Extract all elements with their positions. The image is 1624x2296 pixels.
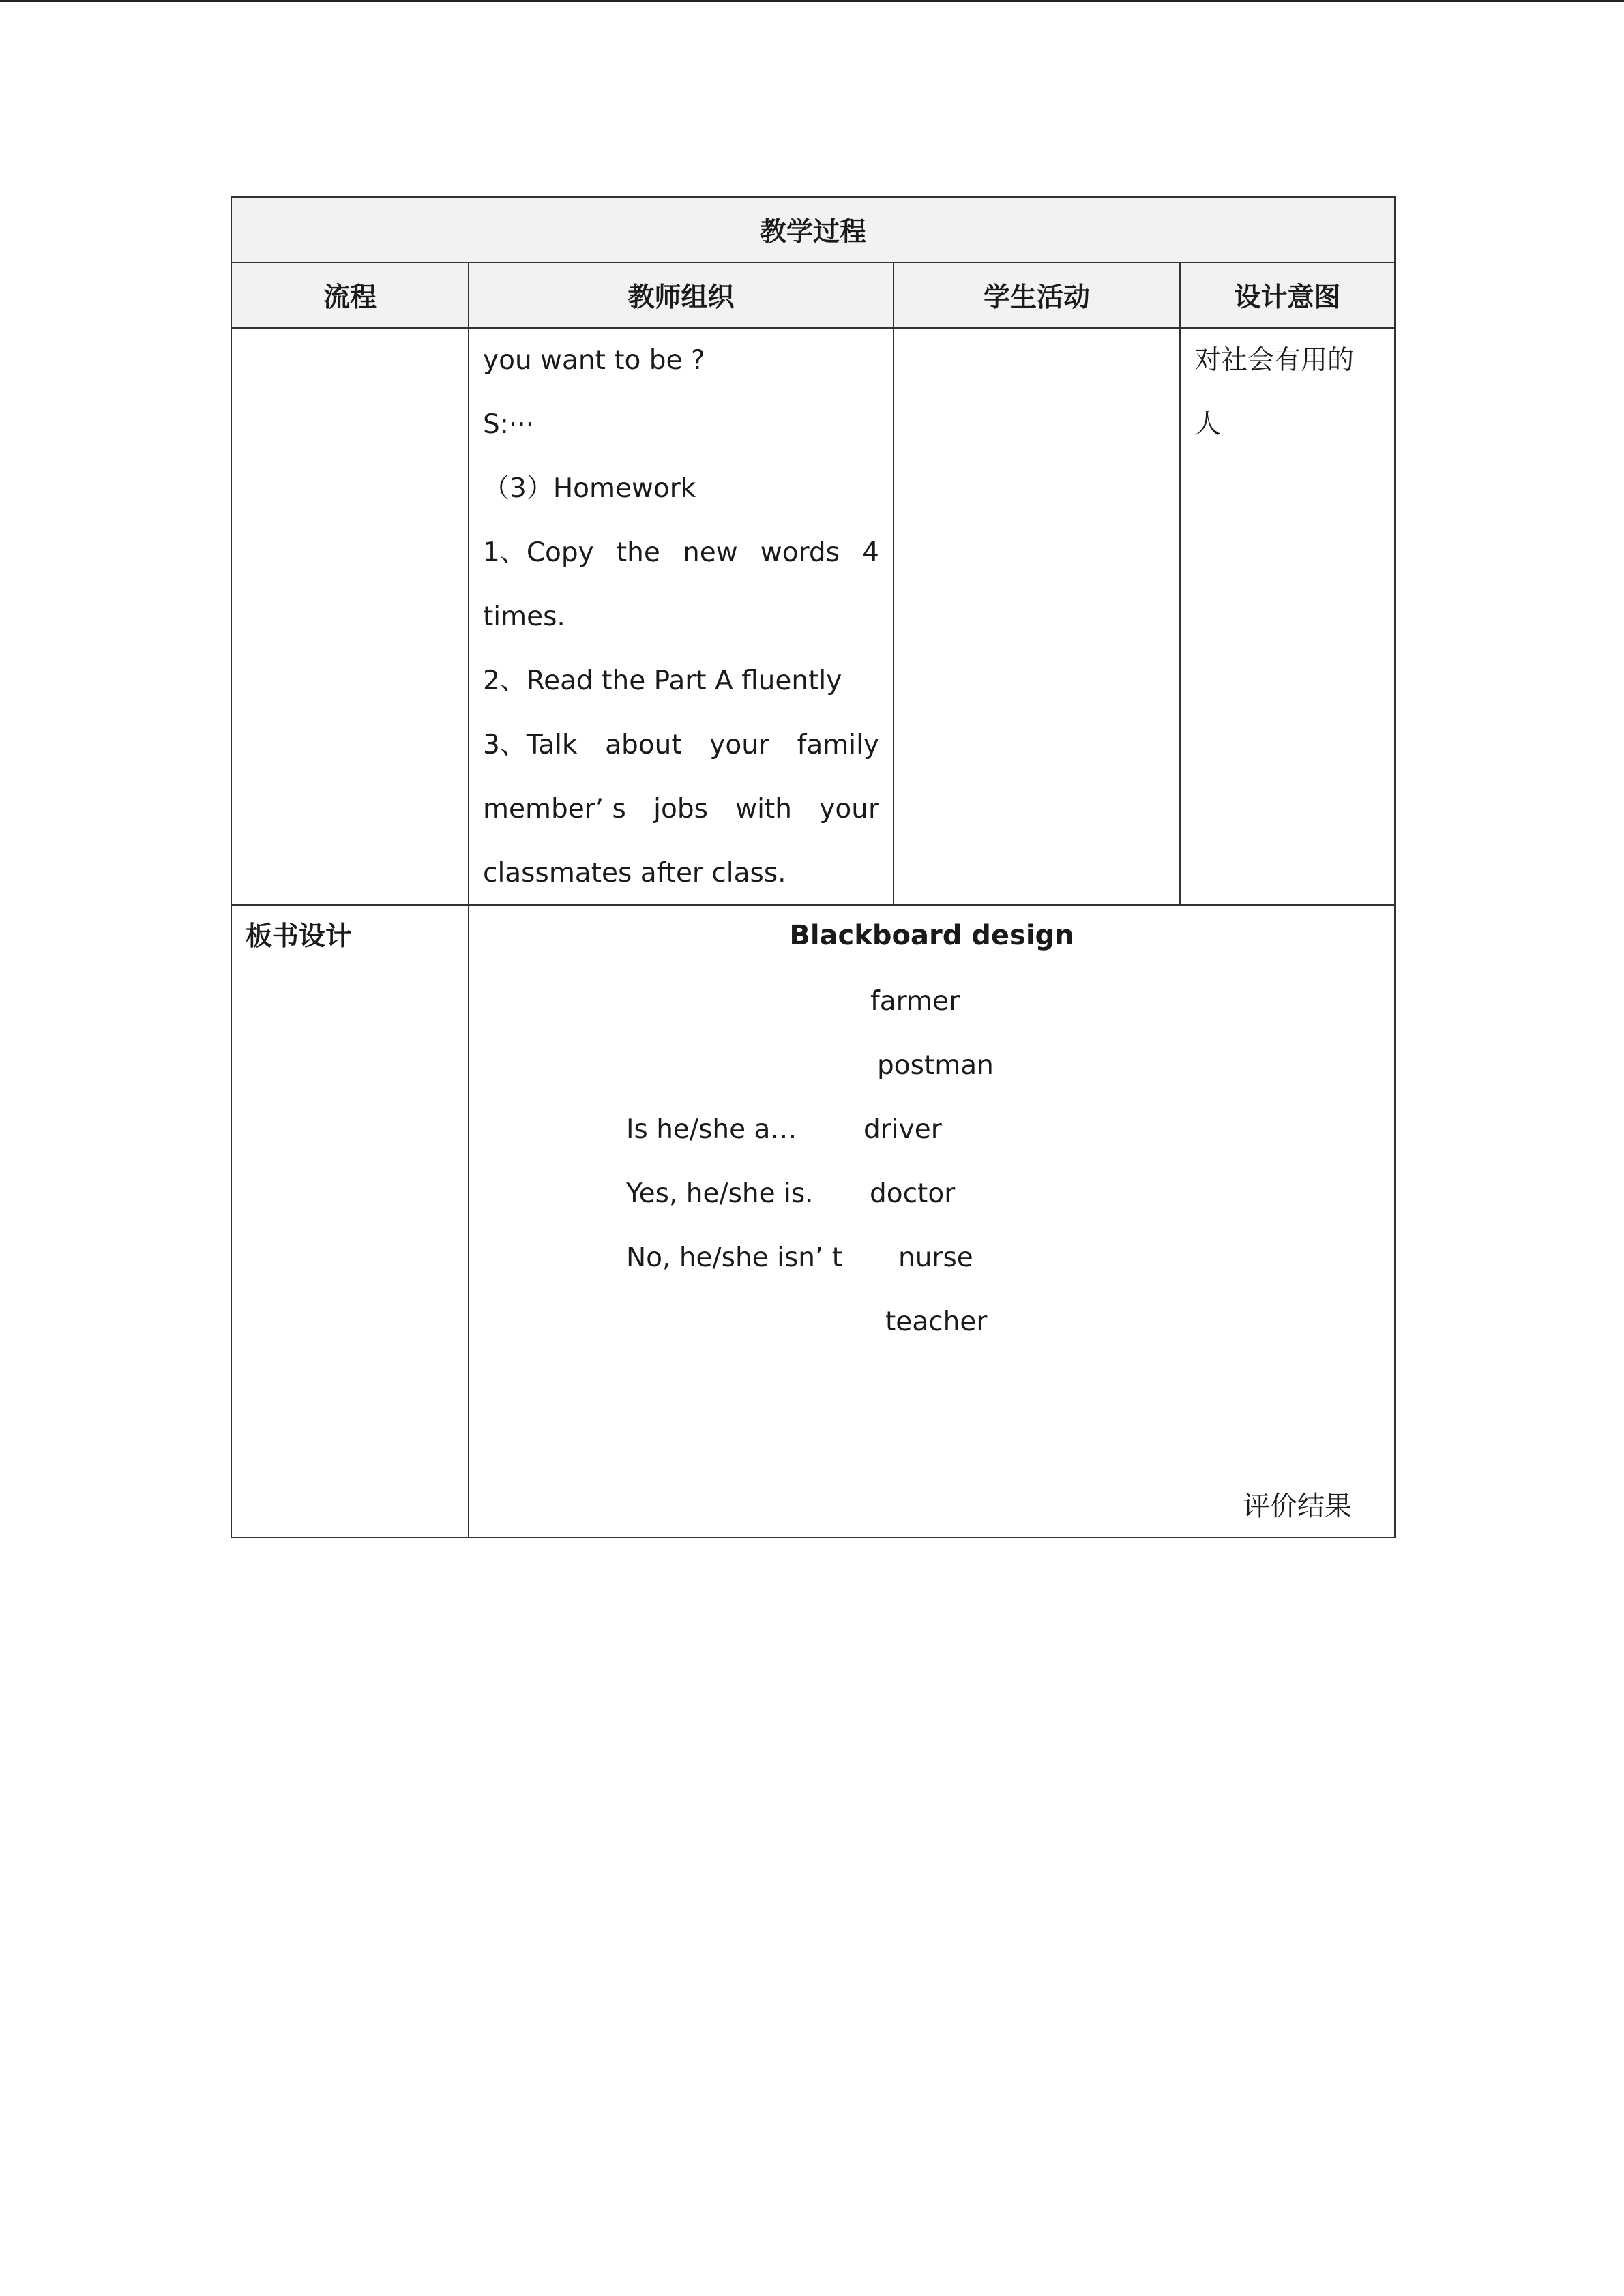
teacher-line-justified bbox=[483, 531, 879, 595]
teacher-line: times. bbox=[483, 601, 565, 632]
sentence-pattern: Yes, he/she is. bbox=[626, 1178, 814, 1209]
occupation-word: farmer bbox=[870, 986, 960, 1017]
teacher-line: classmates after class. bbox=[483, 858, 786, 889]
teacher-line-justified bbox=[483, 723, 879, 787]
word: 4 bbox=[862, 537, 879, 568]
intent-line: 对社会有用的 bbox=[1194, 345, 1355, 376]
teacher-organization-cell bbox=[469, 328, 894, 905]
process-cell bbox=[231, 328, 469, 905]
occupation-word: teacher bbox=[885, 1307, 988, 1337]
word: your bbox=[819, 794, 879, 824]
teacher-line: （3）Homework bbox=[483, 473, 696, 504]
occupation-word: driver bbox=[863, 1114, 942, 1145]
blackboard-title: Blackboard design bbox=[789, 920, 1074, 951]
design-intent-cell bbox=[1180, 328, 1395, 905]
blackboard-content bbox=[469, 957, 1394, 1537]
word: about bbox=[605, 730, 682, 760]
evaluation-result: 评价结果 bbox=[1243, 1491, 1353, 1522]
sentence-pattern: Is he/she a… bbox=[626, 1114, 797, 1145]
header-design-intent: 设计意图 bbox=[1180, 263, 1395, 328]
blackboard-row bbox=[231, 905, 1395, 1538]
occupation-word: nurse bbox=[898, 1242, 973, 1273]
blackboard-cell bbox=[469, 905, 1395, 1538]
document-page bbox=[231, 196, 1394, 1538]
teacher-line: you want to be ? bbox=[483, 345, 705, 376]
teacher-line-justified bbox=[483, 787, 879, 851]
header-process: 流程 bbox=[231, 263, 469, 328]
intent-line: 人 bbox=[1194, 409, 1222, 440]
word: your bbox=[709, 730, 769, 760]
word: 3、Talk bbox=[483, 730, 578, 760]
word: 1、Copy bbox=[483, 537, 594, 568]
blackboard-label-text: 板书设计 bbox=[246, 921, 353, 952]
word: new bbox=[683, 537, 738, 568]
header-teacher-organization: 教师组织 bbox=[469, 263, 894, 328]
word: jobs bbox=[653, 794, 708, 824]
sentence-pattern: No, he/she isn’ t bbox=[626, 1242, 843, 1273]
occupation-word: doctor bbox=[870, 1178, 956, 1209]
teacher-line: 2、Read the Part A fluently bbox=[483, 666, 842, 696]
student-activity-cell bbox=[894, 328, 1180, 905]
table-title: 教学过程 bbox=[231, 197, 1395, 263]
word: with bbox=[735, 794, 792, 824]
word: family bbox=[797, 730, 879, 760]
header-student-activity: 学生活动 bbox=[894, 263, 1180, 328]
occupation-word: postman bbox=[877, 1050, 994, 1081]
word: member’ s bbox=[483, 794, 626, 824]
teacher-line: S:··· bbox=[483, 409, 535, 440]
table-row bbox=[231, 328, 1395, 905]
top-border-line bbox=[0, 0, 1624, 2]
blackboard-label bbox=[231, 905, 469, 1538]
word: the bbox=[616, 537, 660, 568]
word: words bbox=[760, 537, 840, 568]
teaching-process-table bbox=[231, 196, 1396, 1538]
